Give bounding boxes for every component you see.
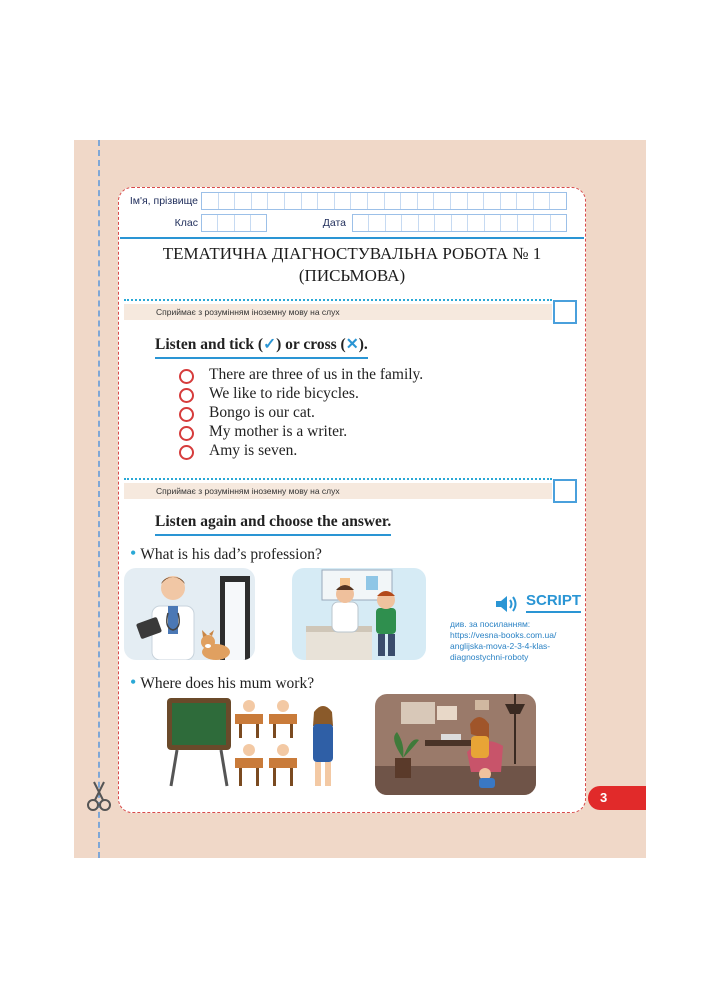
home-office-picture[interactable]: [375, 694, 536, 795]
header-divider: [120, 237, 584, 239]
statement-4: My mother is a writer.: [209, 423, 348, 440]
statement-5: Amy is seven.: [209, 442, 298, 459]
section2-divider: [124, 478, 552, 480]
answer-circle-3[interactable]: [179, 407, 194, 422]
section1-instruction: Listen and tick (✓) or cross (✕).: [155, 335, 368, 359]
answer-circle-2[interactable]: [179, 388, 194, 403]
answer-circle-4[interactable]: [179, 426, 194, 441]
section2-score-box[interactable]: [553, 479, 577, 503]
section1-score-box[interactable]: [553, 300, 577, 324]
school-picture[interactable]: [163, 694, 343, 790]
question-1: • What is his dad’s profession?: [130, 543, 322, 563]
bullet-icon: •: [130, 543, 137, 563]
name-field[interactable]: [201, 192, 567, 210]
statement-2: We like to ride bicycles.: [209, 385, 359, 402]
scissors-icon: [86, 780, 112, 817]
page-title: ТЕМАТИЧНА ДІАГНОСТУВАЛЬНА РОБОТА № 1: [162, 244, 542, 263]
section2-instruction: Listen again and choose the answer.: [155, 513, 391, 536]
statement-1: There are three of us in the family.: [209, 366, 424, 383]
section1-skill-band: Сприймає з розумінням іноземну мову на слух: [124, 304, 552, 320]
answer-circle-1[interactable]: [179, 369, 194, 384]
answer-circle-5[interactable]: [179, 445, 194, 460]
class-field[interactable]: [201, 214, 267, 232]
name-label: Ім'я, прізвище: [129, 195, 198, 207]
speaker-icon[interactable]: [494, 594, 520, 619]
script-url[interactable]: див. за посиланням: https://vesna-books.com.ua/ anglijska-mova-2-3-4-klas- diagnostychni-roboty: [450, 619, 557, 662]
page-number: 3: [588, 786, 646, 810]
date-label: Дата: [322, 217, 346, 229]
clinic-picture[interactable]: [292, 568, 426, 660]
class-label: Клас: [174, 217, 198, 229]
cross-icon: ✕: [345, 336, 359, 353]
section2-skill-band: Сприймає з розумінням іноземну мову на слух: [124, 483, 552, 499]
page-subtitle: (ПИСЬМОВА): [298, 266, 406, 285]
tick-icon: ✓: [263, 336, 277, 353]
question-2: • Where does his mum work?: [130, 672, 315, 692]
statement-3: Bongo is our cat.: [209, 404, 315, 421]
section1-divider: [124, 299, 552, 301]
doctor-picture[interactable]: [124, 568, 255, 660]
script-link[interactable]: SCRIPT: [526, 592, 581, 613]
date-field[interactable]: [352, 214, 567, 232]
cut-line: [98, 140, 100, 858]
bullet-icon: •: [130, 672, 137, 692]
